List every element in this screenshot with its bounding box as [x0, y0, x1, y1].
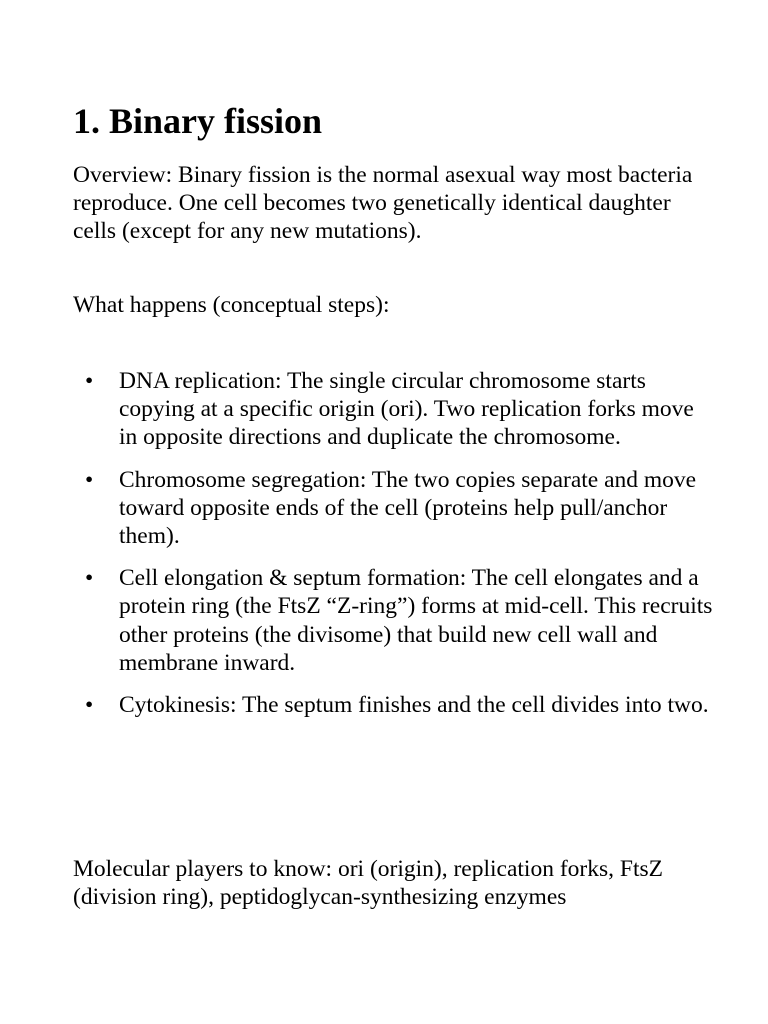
section-heading: 1. Binary fission: [73, 101, 323, 141]
bullet-icon: •: [85, 466, 94, 493]
list-item: [73, 367, 713, 452]
list-item: [73, 691, 713, 719]
steps-intro: What happens (conceptual steps):: [73, 292, 390, 318]
list-item: [73, 564, 713, 677]
step-text: Chromosome segregation: The two copies separate and move toward opposite ends of the cell (proteins help pull/anchor them).: [119, 466, 697, 550]
bullet-icon: •: [85, 565, 94, 592]
overview-paragraph: Overview: Binary fission is the normal asexual way most bacteria reproduce. One cell becomes two genetically identical daughter cells (except for any new mutations).: [73, 162, 693, 245]
bullet-icon: •: [85, 368, 94, 394]
step-text: Cell elongation & septum formation: The cell elongates and a protein ring (the FtsZ “Z-ring”) forms at mid-cell. This recruits other proteins (the divisome) that build new cell wall and membrane inward.: [119, 565, 713, 676]
molecular-players-paragraph: Molecular players to know: ori (origin), replication forks, FtsZ (division ring), peptidoglycan-synthesizing enzymes: [73, 856, 663, 911]
step-text: DNA replication: The single circular chromosome starts copying at a specific origin (ori). Two replication forks move in opposite directions and duplicate the chromosome.: [119, 368, 694, 451]
steps-list: [73, 367, 713, 733]
bullet-icon: •: [85, 692, 94, 719]
list-item: [73, 466, 713, 551]
step-text: Cytokinesis: The septum finishes and the cell divides into two.: [119, 692, 709, 719]
